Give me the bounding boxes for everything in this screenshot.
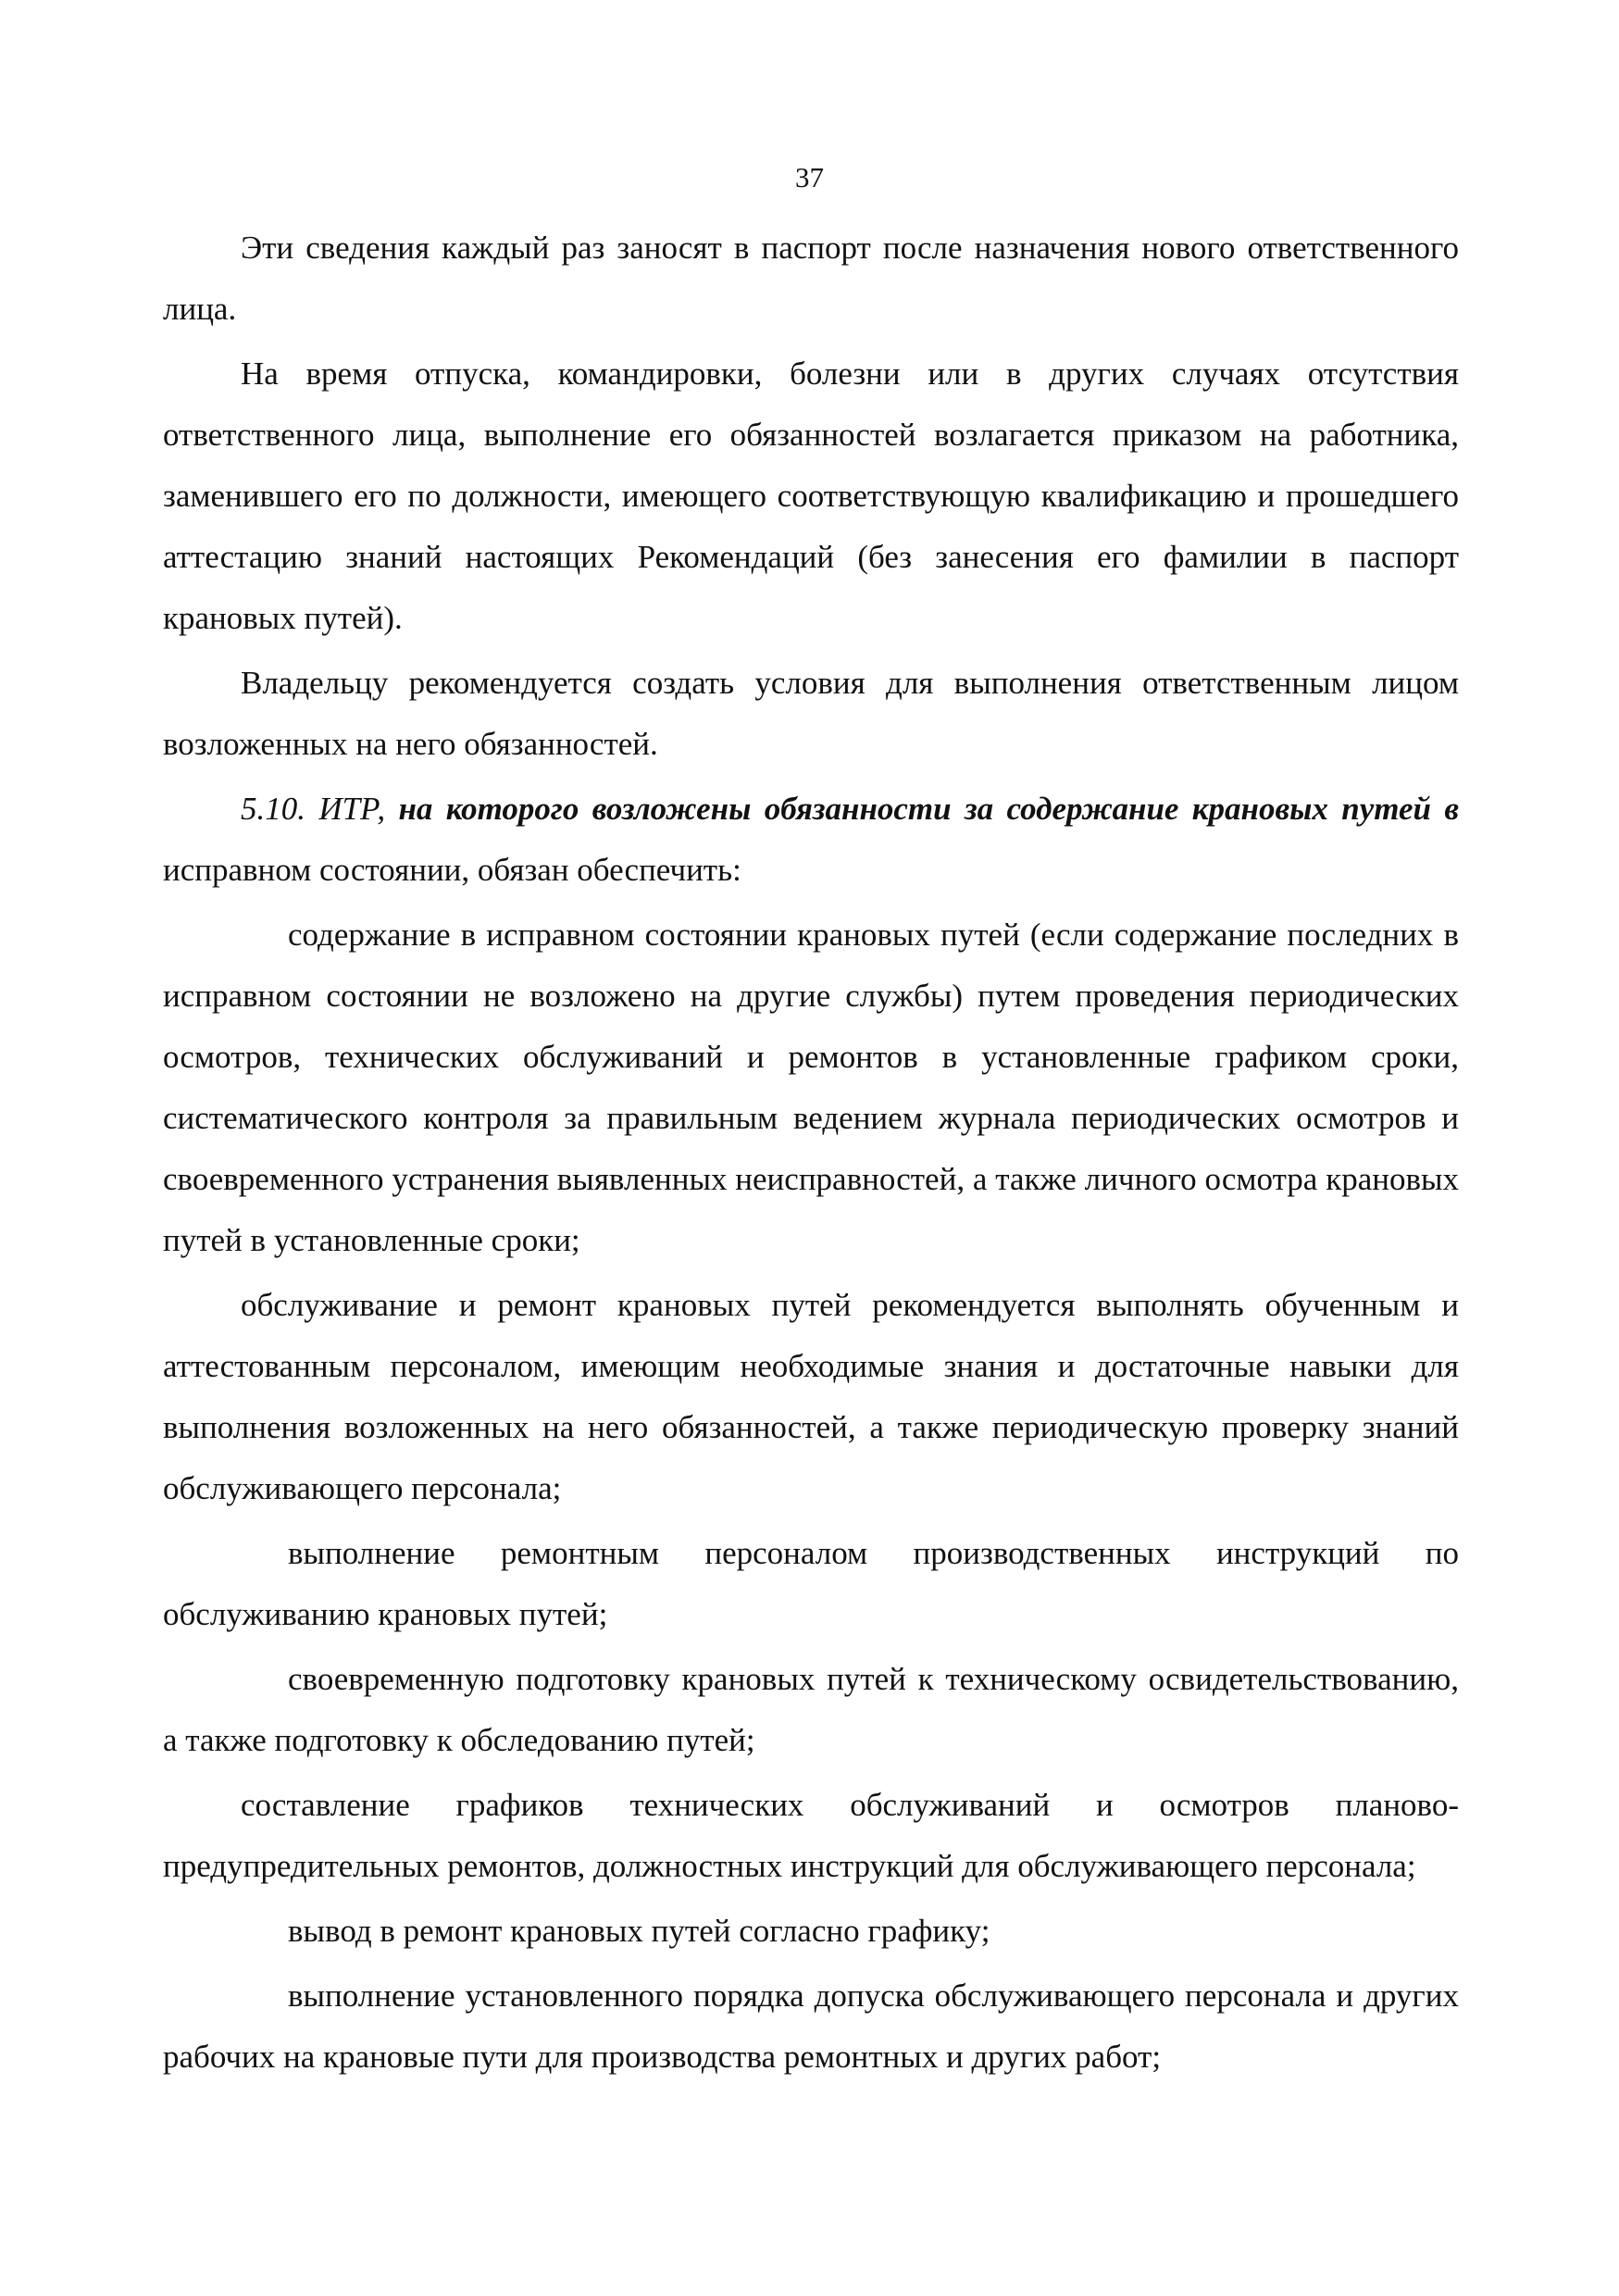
page-number: 37 [795, 161, 824, 193]
list-item: обслуживание и ремонт крановых путей рекомендуется выполнять обученным и аттестованным персоналом, имеющим необходимые знания и достаточные навыки для выполнения возложенных на него обязанностей, а также периодическую проверку знаний обслуживающего персонала; [163, 1287, 1459, 1506]
section-intro-rest: исправном состоянии, обязан обеспечить: [163, 852, 741, 888]
section-heading: на которого возложены обязанности за содержание крановых путей в [398, 791, 1459, 827]
list-item: выполнение установленного порядка допуска обслуживающего персонала и других рабочих на крановые пути для производства ремонтных и других работ; [163, 1978, 1459, 2075]
list-item: содержание в исправном состоянии крановых путей (если содержание последних в исправном состоянии не возложено на другие службы) путем проведения периодических осмотров, технических обслуживаний и ремонтов в установленные графиком сроки, систематического контроля за правильным ведением журнала периодических осмотров и своевременного устранения выявленных неисправностей, а также личного осмотра крановых путей в установленные сроки; [163, 917, 1459, 1258]
list-item: вывод в ремонт крановых путей согласно графику; [288, 1913, 990, 1949]
paragraph-responsible-person-record: Эти сведения каждый раз заносят в паспорт после назначения нового ответственного лица. [163, 230, 1459, 327]
document-body [163, 218, 1459, 2088]
paragraph-absence-replacement: На время отпуска, командировки, болезни или в других случаях отсутствия ответственного лица, выполнение его обязанностей возлагается приказом на работника, заменившего его по должности, имеющего соответствующую квалификацию и прошедшего аттестацию знаний настоящих Рекомендаций (без занесения его фамилии в паспорт крановых путей). [163, 356, 1459, 636]
paragraph-owner-conditions: Владельцу рекомендуется создать условия для выполнения ответственным лицом возложенных на него обязанностей. [163, 665, 1459, 762]
section-number: 5.10. ИТР, [241, 791, 386, 827]
list-item: составление графиков технических обслуживаний и осмотров планово-предупредительных ремонтов, должностных инструкций для обслуживающего персонала; [163, 1787, 1459, 1884]
section-5-10-intro [163, 779, 1459, 901]
list-item: своевременную подготовку крановых путей к техническому освидетельствованию, а также подготовку к обследованию путей; [163, 1661, 1459, 1758]
list-item: выполнение ремонтным персоналом производственных инструкций по обслуживанию крановых путей; [163, 1535, 1459, 1632]
